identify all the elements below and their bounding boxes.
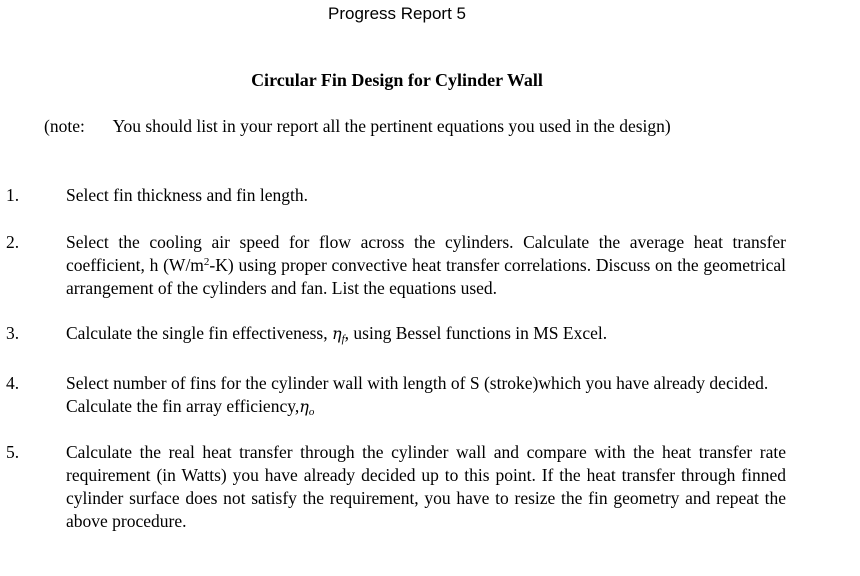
list-item-number: 2. [6,232,20,252]
note-label: (note: [44,116,85,136]
list-item-text: Calculate the real heat transfer through the cylinder wall and compare with the heat transfer rate requirement (in Watts) you have already decided up to this point. If the heat transfer through finned cylinder surface does not satisfy the requirement, you have to resize the fin geometry and repeat the above procedure. [66,442,786,531]
list-item-text: Select fin thickness and fin length. [66,185,309,205]
list-item-number: 5. [6,442,20,462]
note-paragraph [44,116,824,137]
page-header: Progress Report 5 [328,4,466,23]
list-item-number: 4. [6,373,20,393]
list-item-text [66,322,786,351]
list-item-text-part: Calculate the single fin effectiveness, [66,323,332,343]
note-text: You should list in your report all the pertinent equations you used in the design) [112,116,671,136]
list-item-text-part: -K) using proper convective heat transfer correlations. Discuss on the geometrical arrangement of the cylinders and fan. List the equations used. [66,255,786,298]
subscript: o [308,406,315,418]
list-item-number: 1. [6,185,20,205]
subscript: f [341,333,345,345]
eta-symbol: η [299,397,309,416]
document-title: Circular Fin Design for Cylinder Wall [251,70,543,90]
superscript: 2 [203,256,210,268]
list-item-text [66,231,786,300]
list-item-text [66,372,786,424]
eta-symbol: η [331,324,342,343]
list-item-text-part: Select number of fins for the cylinder wall with length of S (stroke)which you have already decided. Calculate the fin array efficiency, [66,373,769,416]
list-item-text-part: , using Bessel functions in MS Excel. [344,323,608,343]
list-item-text-part: Select the cooling air speed for flow across the cylinders. Calculate the average heat transfer coefficient, h (W/m [66,232,786,275]
list-item-number: 3. [6,323,20,343]
